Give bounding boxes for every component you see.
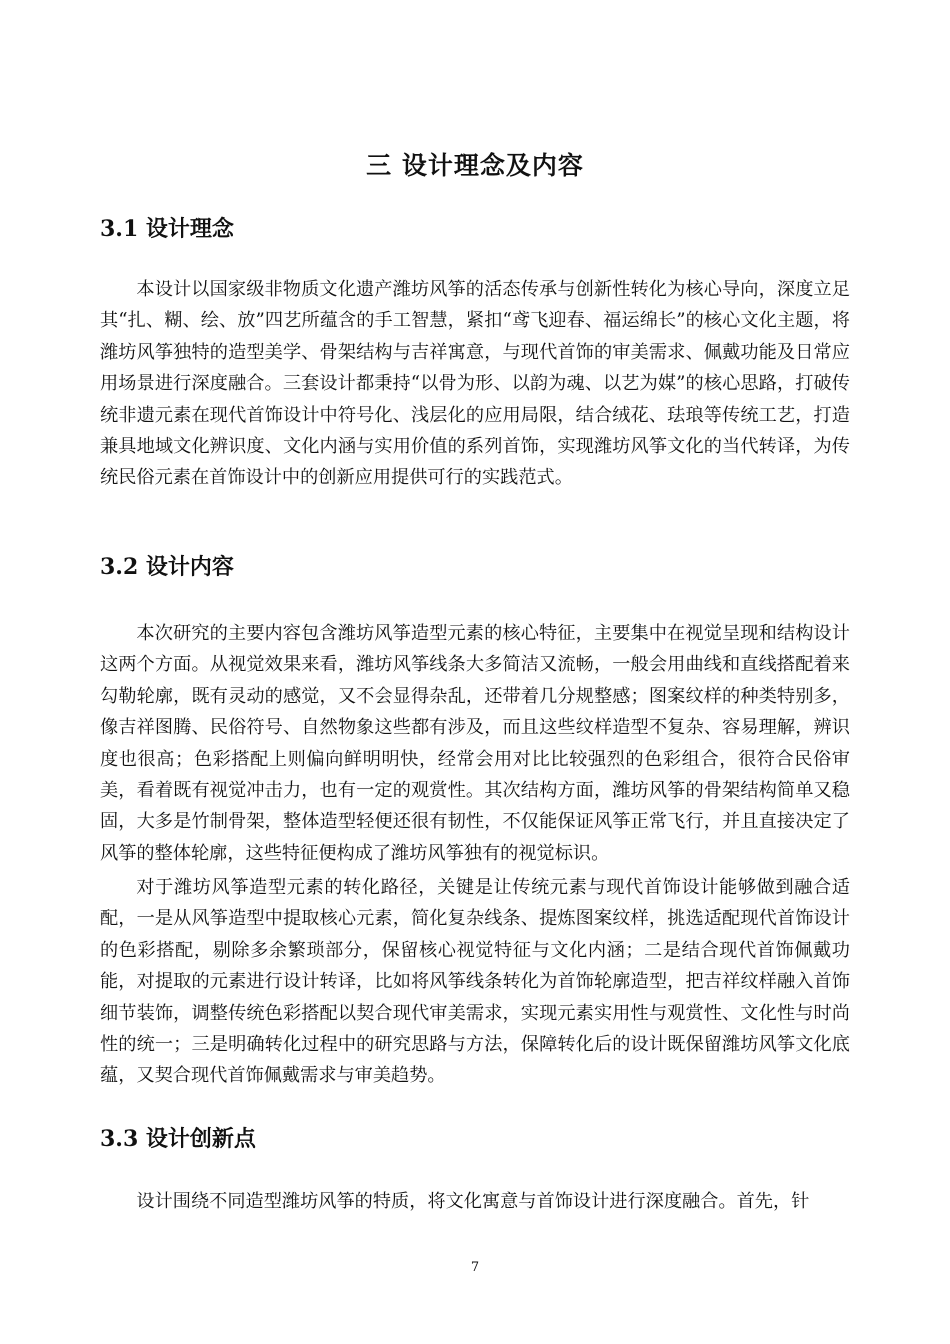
- section-heading-3-3: 3.3 设计创新点: [100, 1126, 256, 1152]
- paragraph-design-content-1: 本次研究的主要内容包含潍坊风筝造型元素的核心特征，主要集中在视觉呈现和结构设计这两个方面。从视觉效果来看，潍坊风筝线条大多简洁又流畅，一般会用曲线和直线搭配着来勾勒轮廓，既有灵动的感觉，又不会显得杂乱，还带着几分规整感；图案纹样的种类特别多，像吉祥图腾、民俗符号、自然物象这些都有涉及，而且这些纹样造型不复杂、容易理解，辨识度也很高；色彩搭配上则偏向鲜明明快，经常会用对比比较强烈的色彩组合，很符合民俗审美，看着既有视觉冲击力，也有一定的观赏性。其次结构方面，潍坊风筝的骨架结构简单又稳固，大多是竹制骨架，整体造型轻便还很有韧性，不仅能保证风筝正常飞行，并且直接决定了风筝的整体轮廓，这些特征便构成了潍坊风筝独有的视觉标识。: [100, 623, 850, 864]
- section-heading-3-2: 3.2 设计内容: [100, 554, 234, 580]
- paragraph-design-innovation: 设计围绕不同造型潍坊风筝的特质，将文化寓意与首饰设计进行深度融合。首先，针: [136, 1191, 810, 1212]
- paragraph-design-concept: 本设计以国家级非物质文化遗产潍坊风筝的活态传承与创新性转化为核心导向，深度立足其“扎、糊、绘、放”四艺所蕴含的手工智慧，紧扣“鸢飞迎春、福运绵长”的核心文化主题，将潍坊风筝独特的造型美学、骨架结构与吉祥寓意，与现代首饰的审美需求、佩戴功能及日常应用场景进行深度融合。三套设计都秉持“以骨为形、以韵为魂、以艺为媒”的核心思路，打破传统非遗元素在现代首饰设计中符号化、浅层化的应用局限，结合绒花、珐琅等传统工艺，打造兼具地域文化辨识度、文化内涵与实用价值的系列首饰，实现潍坊风筝文化的当代转译，为传统民俗元素在首饰设计中的创新应用提供可行的实践范式。: [100, 279, 850, 489]
- paragraph-design-content-2: 对于潍坊风筝造型元素的转化路径，关键是让传统元素与现代首饰设计能够做到融合适配，一是从风筝造型中提取核心元素，简化复杂线条、提炼图案纹样，挑选适配现代首饰设计的色彩搭配，剔除多余繁琐部分，保留核心视觉特征与文化内涵；二是结合现代首饰佩戴功能，对提取的元素进行设计转译，比如将风筝线条转化为首饰轮廓造型，把吉祥纹样融入首饰细节装饰，调整传统色彩搭配以契合现代审美需求，实现元素实用性与观赏性、文化性与时尚性的统一；三是明确转化过程中的研究思路与方法，保障转化后的设计既保留潍坊风筝文化底蕴，又契合现代首饰佩戴需求与审美趋势。: [100, 877, 850, 1087]
- page-number: 7: [470, 1260, 480, 1275]
- chapter-title: 三 设计理念及内容: [366, 151, 584, 180]
- section-heading-3-1: 3.1 设计理念: [100, 216, 234, 242]
